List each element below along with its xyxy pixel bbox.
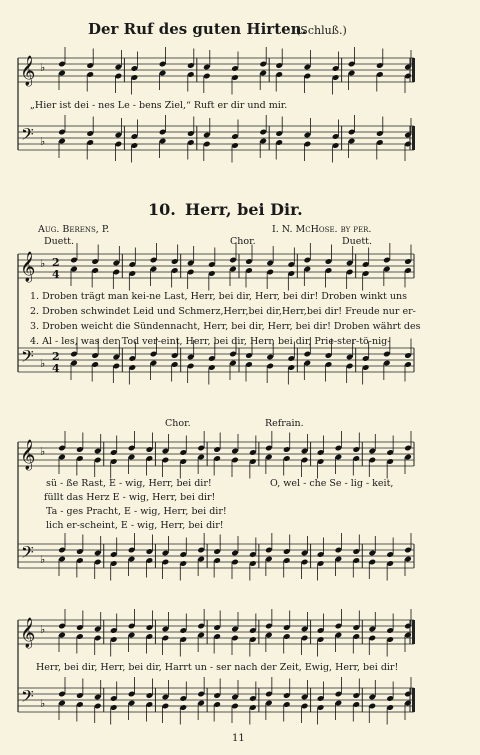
bass-clef-icon: 𝄢 <box>21 346 34 370</box>
final-barline-thick <box>412 126 415 150</box>
flat-icon: ♭ <box>40 553 46 566</box>
bass-clef-icon: 𝄢 <box>21 686 34 710</box>
verse-2: 2. Droben schwindet Leid und Schmerz,Herr,bei dir,Herr,bei dir! Freude nur er- <box>30 306 416 317</box>
row2-lyric-1: sü - ße Rast, E - wig, Herr, bei dir! <box>46 478 212 489</box>
final-barline-thick <box>412 620 415 644</box>
treble-clef-icon: 𝄞 <box>20 440 36 470</box>
final-barline-thick <box>412 58 415 82</box>
flat-icon: ♭ <box>40 257 46 270</box>
page-title: Der Ruf des guten Hirten. <box>88 20 307 38</box>
row2-lyric-3: Ta - ges Pracht, E - wig, Herr, bei dir! <box>46 506 227 517</box>
marking-chor-2: Chor. <box>165 418 191 429</box>
flat-icon: ♭ <box>40 61 46 74</box>
marking-duett-1: Duett. <box>44 236 75 247</box>
marking-refrain: Refrain. <box>265 418 304 429</box>
treble-clef-icon: 𝄞 <box>20 252 36 282</box>
time-signature-top: 2 <box>52 350 60 363</box>
flat-icon: ♭ <box>40 697 46 710</box>
hymn-composer: I. N. McHose. by per. <box>272 224 372 235</box>
hymn-number: 10. <box>148 200 176 219</box>
final-barline-thick <box>412 688 415 712</box>
treble-clef-icon: 𝄞 <box>20 618 36 648</box>
hymn-author: Aug. Berens, P. <box>38 224 110 235</box>
verse-3: 3. Droben weicht die Sündennacht, Herr, bei dir, Herr, bei dir! Droben währt des <box>30 321 421 332</box>
refrain-lyric: O, wel - che Se - lig - keit, <box>270 478 394 489</box>
page-number: 11 <box>232 733 245 744</box>
flat-icon: ♭ <box>40 135 46 148</box>
page-title-suffix: (Schluß.) <box>296 24 347 37</box>
time-signature-top: 2 <box>52 256 60 269</box>
row2-lyric-2: füllt das Herz E - wig, Herr, bei dir! <box>44 492 216 503</box>
bass-clef-icon: 𝄢 <box>21 542 34 566</box>
time-signature-bottom: 4 <box>52 362 60 375</box>
treble-clef-icon: 𝄞 <box>20 56 36 86</box>
final-lyric: Herr, bei dir, Herr, bei dir, Harrt un - ser nach der Zeit, Ewig, Herr, bei dir! <box>36 662 399 673</box>
flat-icon: ♭ <box>40 357 46 370</box>
verse-4: 4. Al - les, was der Tod ver-eint, Herr, bei dir, Herr, bei dir, Prie-ster-tö-nig- <box>30 336 391 347</box>
row2-lyric-4: lich er-scheint, E - wig, Herr, bei dir! <box>46 520 224 531</box>
marking-chor-1: Chor. <box>230 236 256 247</box>
time-signature-bottom: 4 <box>52 268 60 281</box>
bass-clef-icon: 𝄢 <box>21 124 34 148</box>
hymn-title: Herr, bei Dir. <box>185 200 303 219</box>
flat-icon: ♭ <box>40 623 46 636</box>
marking-duett-2: Duett. <box>342 236 373 247</box>
top-system-lyric: „Hier ist dei - nes Le - bens Ziel,“ Ruft er dir und mir. <box>30 100 288 111</box>
verse-1: 1. Droben trägt man kei-ne Last, Herr, bei dir, Herr, bei dir! Droben winkt uns <box>30 291 408 302</box>
flat-icon: ♭ <box>40 445 46 458</box>
